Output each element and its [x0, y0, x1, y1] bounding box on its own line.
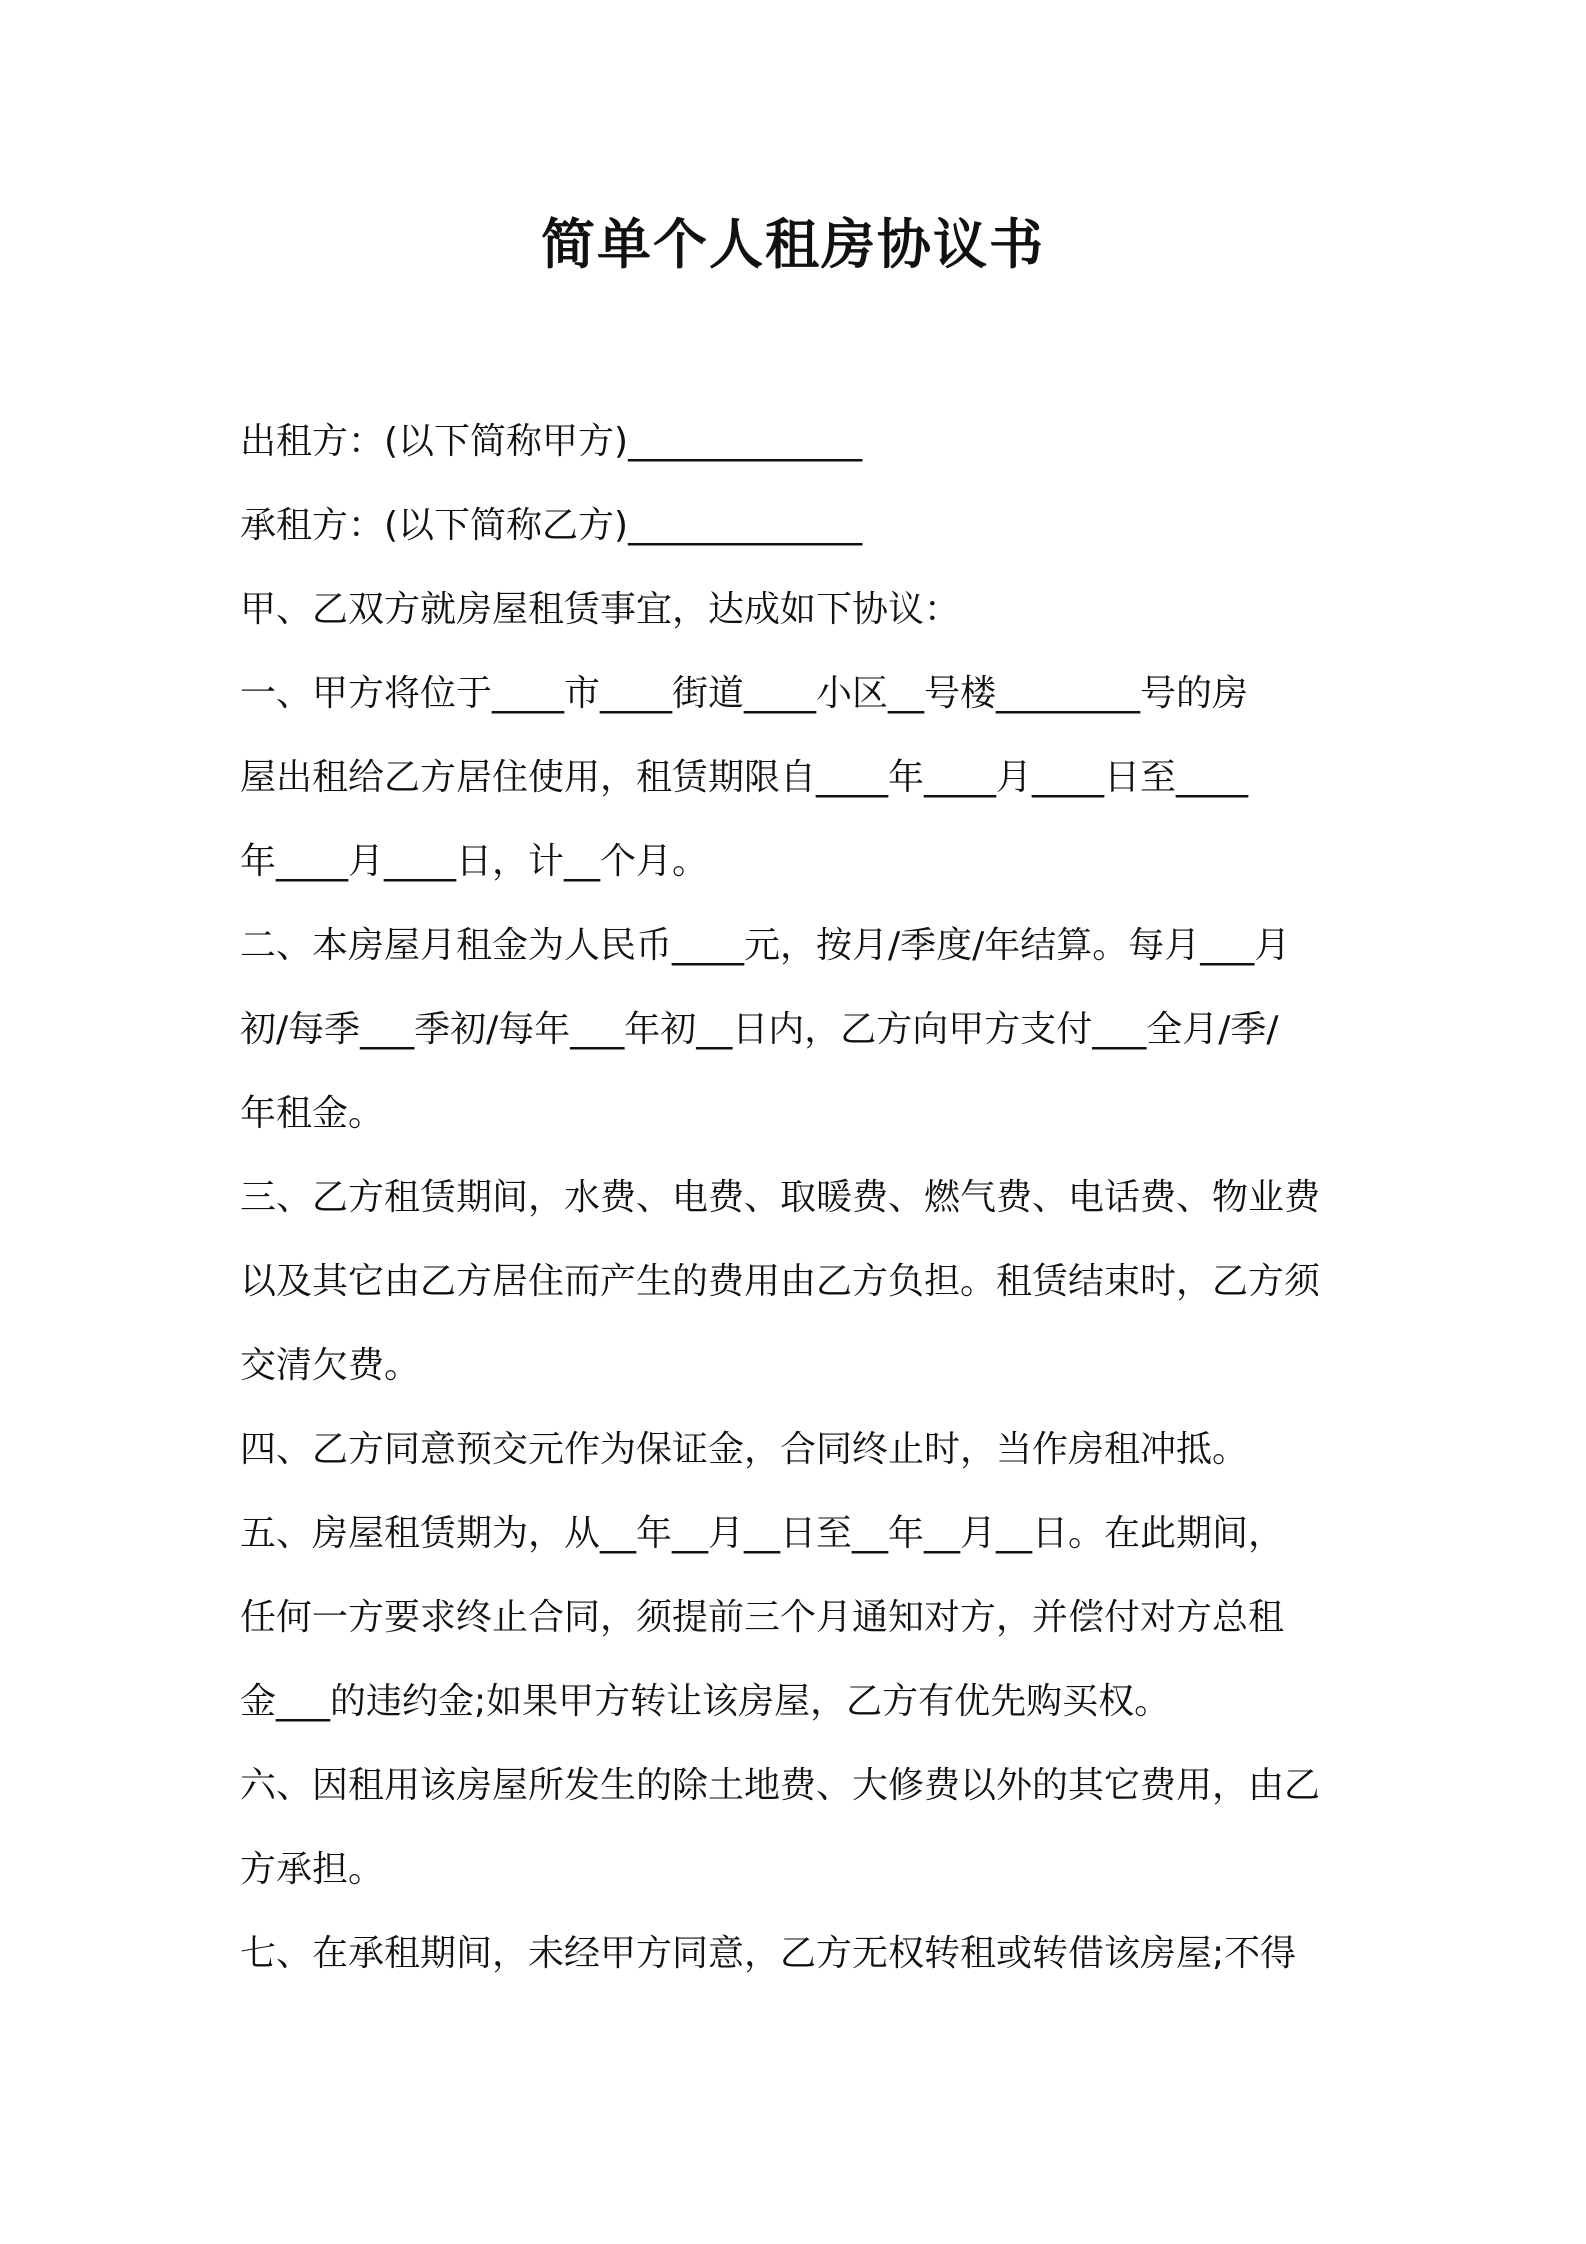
document-title: 简单个人租房协议书 [541, 213, 1045, 276]
lessee-line: 承租方：(以下简称乙方)_____________ [240, 505, 863, 546]
clause-5-line-1: 五、房屋租赁期为，从__年__月__日至__年__月__日。在此期间， [240, 1513, 1285, 1554]
clause-1-line-2: 屋出租给乙方居住使用，租赁期限自____年____月____日至____ [240, 757, 1249, 798]
clause-1-line-1: 一、甲方将位于____市____街道____小区__号楼________号的房 [240, 673, 1249, 714]
clause-6-line-1: 六、因租用该房屋所发生的除土地费、大修费以外的其它费用，由乙 [240, 1765, 1321, 1806]
clause-7-line-1: 七、在承租期间，未经甲方同意，乙方无权转租或转借该房屋;不得 [240, 1933, 1297, 1974]
clause-5-line-2: 任何一方要求终止合同，须提前三个月通知对方，并偿付对方总租 [240, 1597, 1285, 1638]
agreement-intro: 甲、乙双方就房屋租赁事宜，达成如下协议： [240, 589, 961, 630]
clause-3-line-3: 交清欠费。 [240, 1345, 421, 1386]
clause-2-line-1: 二、本房屋月租金为人民币____元，按月/季度/年结算。每月___月 [240, 925, 1291, 966]
clause-2-line-3: 年租金。 [240, 1093, 385, 1134]
clause-3-line-1: 三、乙方租赁期间，水费、电费、取暖费、燃气费、电话费、物业费 [240, 1177, 1321, 1218]
clause-3-line-2: 以及其它由乙方居住而产生的费用由乙方负担。租赁结束时，乙方须 [240, 1261, 1321, 1302]
document-body [240, 400, 1360, 1996]
clause-2-line-2: 初/每季___季初/每年___年初__日内，乙方向甲方支付___全月/季/ [240, 1009, 1279, 1050]
clause-1-line-3: 年____月____日，计__个月。 [240, 841, 709, 882]
clause-5-line-3: 金___的违约金;如果甲方转让该房屋，乙方有优先购买权。 [240, 1681, 1171, 1722]
clause-4-line-1: 四、乙方同意预交元作为保证金，合同终止时，当作房租冲抵。 [240, 1429, 1249, 1470]
lessor-line: 出租方：(以下简称甲方)_____________ [240, 421, 863, 462]
clause-6-line-2: 方承担。 [240, 1849, 385, 1890]
